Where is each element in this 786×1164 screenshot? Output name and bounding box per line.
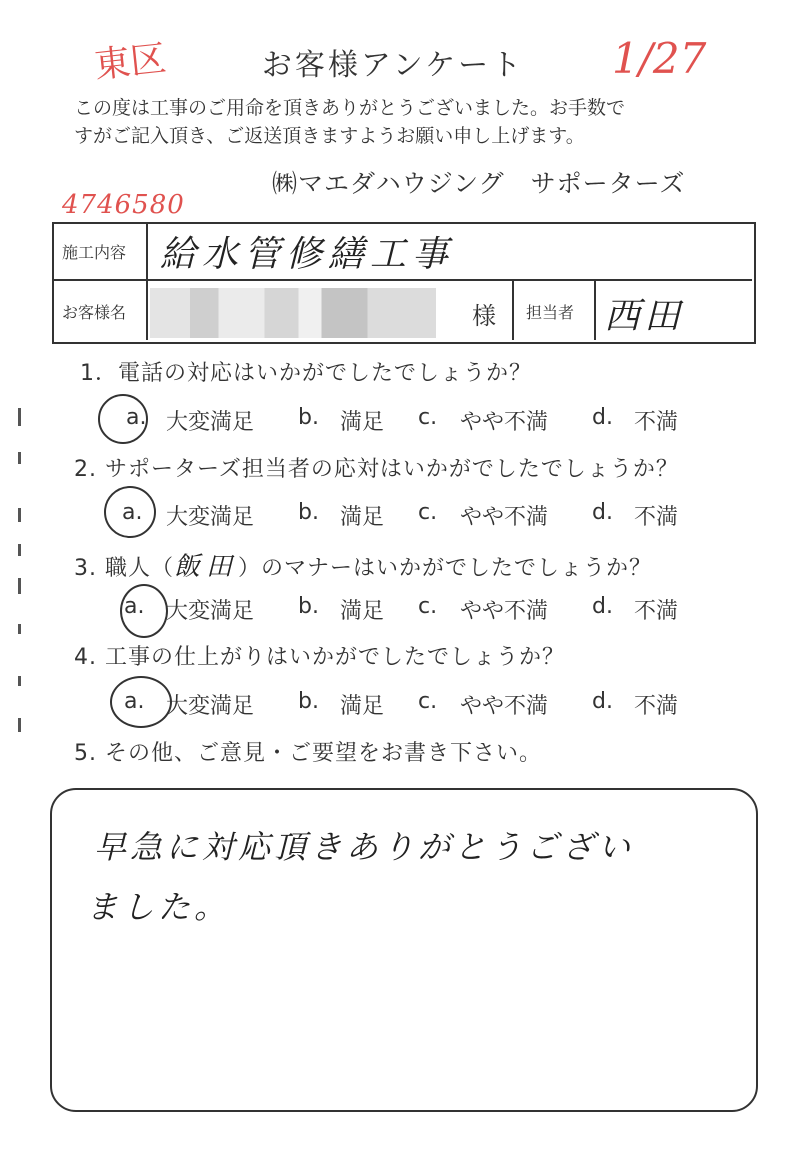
answer-3-option-a-text: 大変満足: [166, 599, 255, 624]
staff-value: 西田: [604, 296, 685, 337]
answer-2-option-a-letter: a.: [122, 500, 143, 525]
craftsman-name: 飯田: [174, 552, 239, 582]
question-3-text-after: ）のマナーはいかがでしたでしょうか？: [238, 556, 653, 581]
answer-2-option-b-letter: b.: [298, 500, 319, 525]
question-1-text: 電話の対応はいかがでしたでしょうか？: [118, 361, 533, 386]
page-title: お客様アンケート: [261, 48, 525, 83]
question-4: [74, 640, 565, 671]
answer-4-option-a-text: 大変満足: [166, 694, 255, 719]
answer-2-option-d-text: 不満: [634, 505, 679, 530]
intro-line-1: この度は工事のご用命を頂きありがとうございました。お手数で: [74, 97, 626, 119]
answer-1-option-a-text: 大変満足: [166, 410, 255, 435]
customer-name-redacted: [150, 288, 436, 338]
question-2: [74, 452, 679, 483]
customer-name-label: お客様名: [62, 303, 127, 322]
scan-mark: [18, 452, 21, 464]
answer-2-option-d-letter: d.: [592, 500, 613, 525]
answer-4-option-b-letter: b.: [298, 689, 319, 714]
answer-3-option-d-letter: d.: [592, 594, 613, 619]
scan-mark: [18, 408, 21, 426]
sama-suffix: 様: [472, 302, 496, 330]
scan-mark: [18, 676, 21, 686]
answer-4-option-c-text: やや不満: [460, 694, 549, 719]
comment-line-1: 早急に対応頂きありがとうござい: [94, 828, 635, 866]
comment-line-2: ました。: [86, 888, 231, 926]
intro-text: [74, 94, 625, 150]
handwritten-code: 4746580: [62, 190, 185, 220]
answer-4-option-b-text: 満足: [340, 694, 385, 719]
scan-mark: [18, 718, 21, 732]
answer-1-option-b-letter: b.: [298, 405, 319, 430]
question-3-number: 3.: [74, 556, 97, 581]
answer-4-option-d-letter: d.: [592, 689, 613, 714]
answer-2-option-c-letter: c.: [418, 500, 438, 525]
company-name: ㈱マエダハウジング サポーターズ: [272, 169, 686, 198]
question-5: [74, 736, 542, 767]
answer-3-option-a-letter: a.: [124, 594, 145, 619]
answer-1-option-c-letter: c.: [418, 405, 438, 430]
answer-2-option-c-text: やや不満: [460, 505, 549, 530]
question-4-number: 4.: [74, 645, 97, 670]
answer-3-option-b-text: 満足: [340, 599, 385, 624]
work-content-value: 給水管修繕工事: [160, 234, 455, 275]
info-table-divider: [52, 279, 752, 281]
scan-mark: [18, 544, 21, 556]
scan-mark: [18, 624, 21, 634]
question-1-number: 1．: [80, 361, 118, 386]
answer-3-option-d-text: 不満: [634, 599, 679, 624]
answer-4-option-d-text: 不満: [634, 694, 679, 719]
answer-4-option-a-letter: a.: [124, 689, 145, 714]
question-5-number: 5.: [74, 741, 97, 766]
answer-2-option-a-text: 大変満足: [166, 505, 255, 530]
answer-1-option-c-text: やや不満: [460, 410, 549, 435]
handwritten-area-note: 東区: [92, 38, 169, 87]
question-4-text: 工事の仕上がりはいかがでしたでしょうか？: [105, 645, 566, 670]
work-content-label: 施工内容: [62, 243, 127, 262]
answer-1-option-a-letter: a.: [126, 405, 147, 430]
answer-3-option-b-letter: b.: [298, 594, 319, 619]
staff-label: 担当者: [526, 303, 575, 322]
info-table-col-line: [594, 279, 596, 340]
answer-2-option-b-text: 満足: [340, 505, 385, 530]
question-2-text: サポーターズ担当者の応対はいかがでしたでしょうか？: [105, 457, 679, 482]
question-3-text-before: 職人（: [105, 556, 175, 581]
answer-4-option-c-letter: c.: [418, 689, 438, 714]
question-1: [80, 356, 532, 387]
question-2-number: 2.: [74, 457, 97, 482]
answer-1-option-b-text: 満足: [340, 410, 385, 435]
answer-1-option-d-text: 不満: [634, 410, 679, 435]
answer-1-option-d-letter: d.: [592, 405, 613, 430]
answer-3-option-c-letter: c.: [418, 594, 438, 619]
handwritten-date: 1/27: [612, 34, 707, 83]
info-table-col-line: [512, 279, 514, 340]
answer-3-option-c-text: やや不満: [460, 599, 549, 624]
intro-line-2: すがご記入頂き、ご返送頂きますようお願い申し上げます。: [74, 125, 585, 147]
question-5-text: その他、ご意見・ご要望をお書き下さい。: [105, 741, 543, 766]
scan-mark: [18, 508, 21, 522]
scan-mark: [18, 578, 21, 594]
info-table-col-line: [146, 222, 148, 340]
question-3: [74, 546, 652, 583]
